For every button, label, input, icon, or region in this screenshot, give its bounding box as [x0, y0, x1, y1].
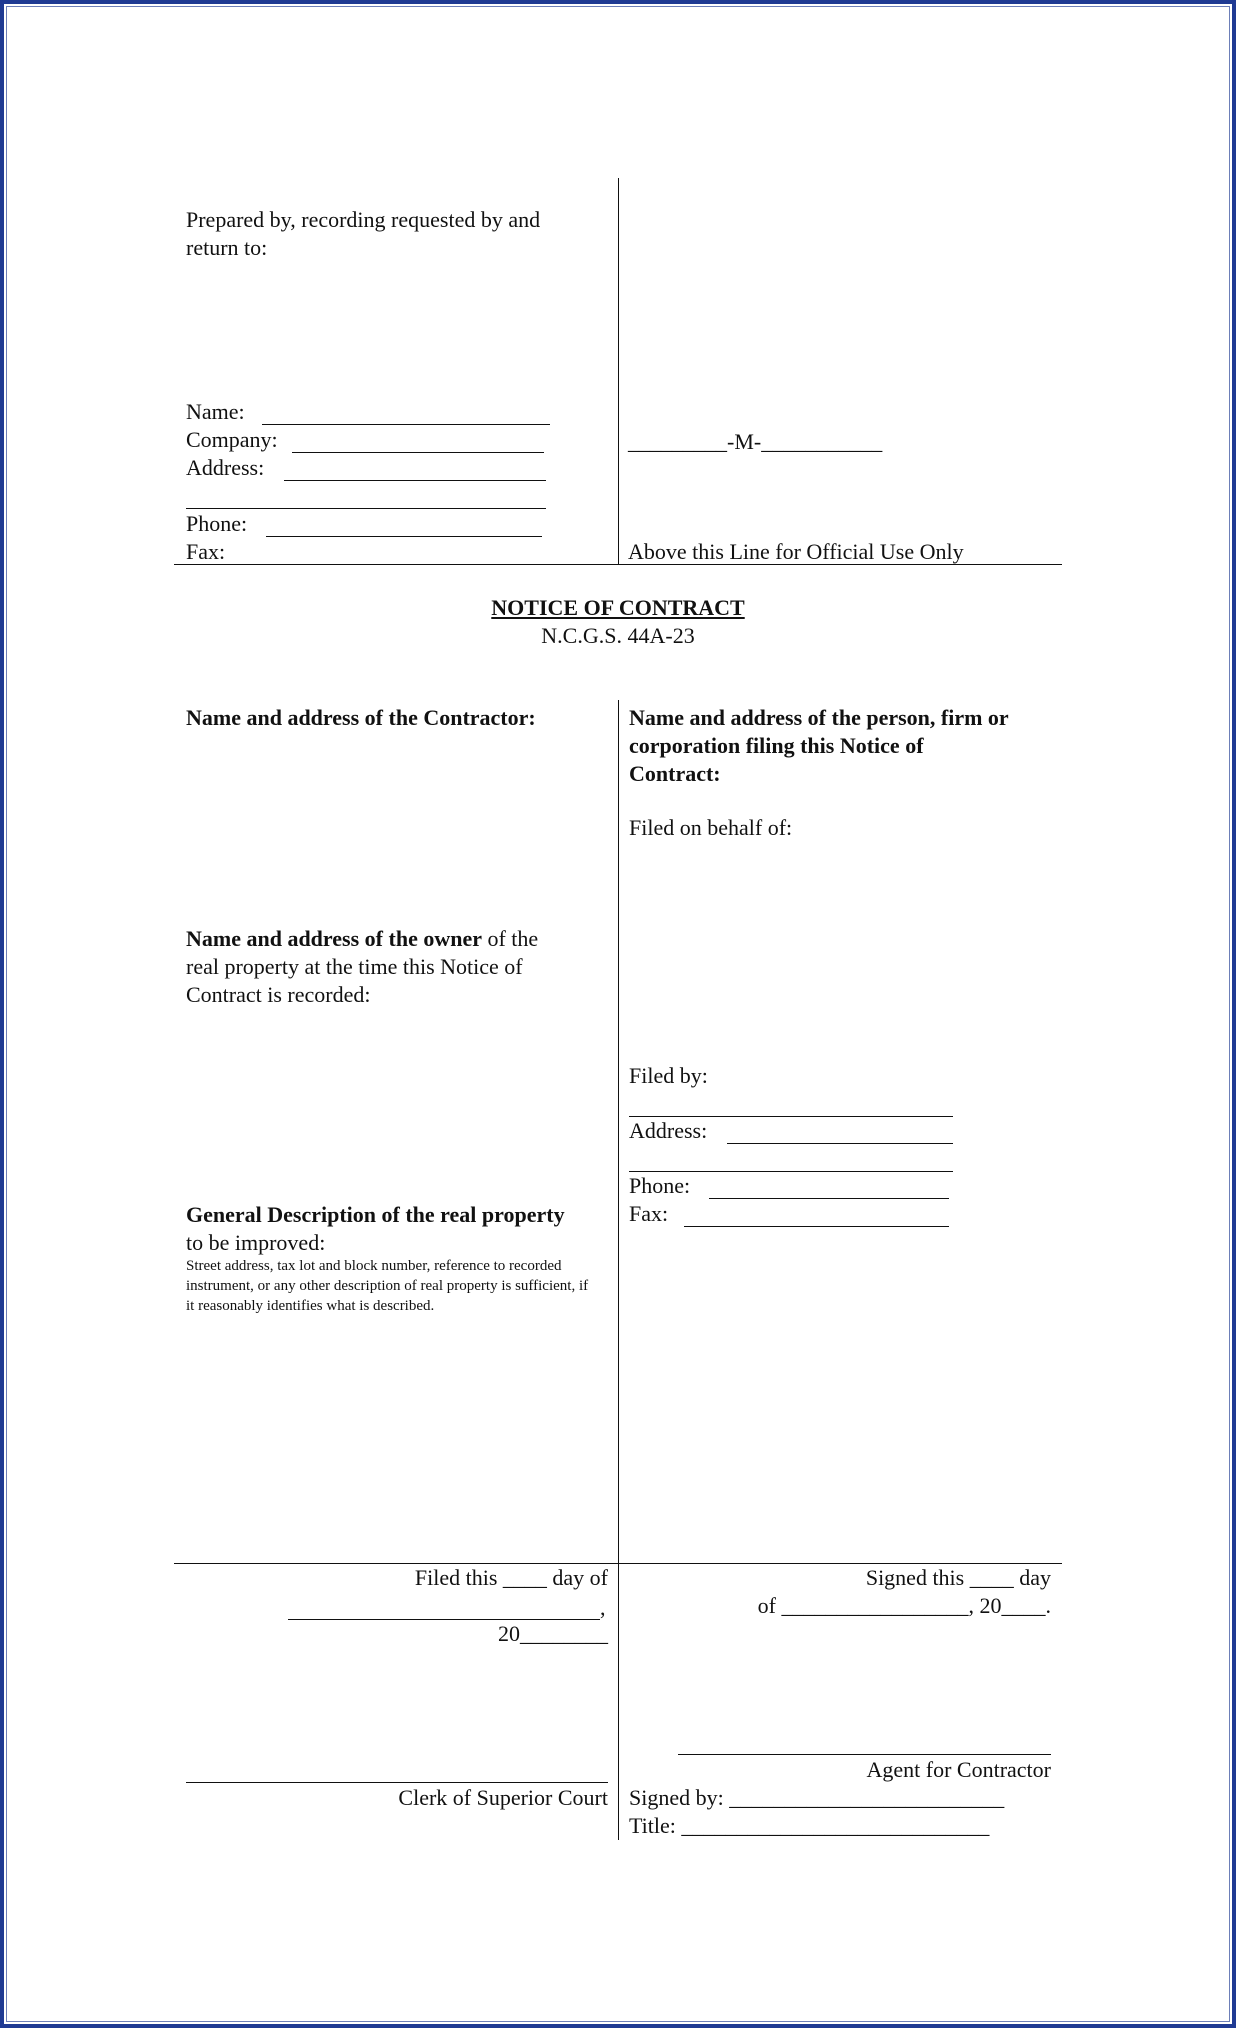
filer-heading-line2: corporation filing this Notice of — [629, 733, 924, 758]
name-label: Name: — [186, 399, 245, 424]
prepared-by-line1: Prepared by, recording requested by and — [186, 207, 541, 232]
owner-heading-line1 — [186, 925, 538, 953]
owner-heading-line2: real property at the time this Notice of — [186, 954, 523, 979]
filed-year-text: 20________ — [498, 1621, 608, 1646]
agent-signature-line[interactable] — [678, 1754, 1051, 1755]
filed-this-text: Filed this ____ day of — [414, 1565, 608, 1590]
company-field[interactable] — [292, 452, 544, 453]
filer-fax-field[interactable] — [684, 1226, 949, 1227]
signed-this-text: Signed this ____ day — [865, 1565, 1051, 1590]
address-field-line2[interactable] — [186, 508, 546, 509]
signed-by-line[interactable]: Signed by: _________________________ — [629, 1785, 1005, 1810]
phone-field[interactable] — [266, 536, 542, 537]
owner-heading-bold: Name and address of the owner — [186, 926, 482, 951]
official-use-label: Above this Line for Official Use Only — [628, 539, 964, 564]
filed-on-behalf-label: Filed on behalf of: — [629, 815, 793, 840]
phone-label: Phone: — [186, 511, 248, 536]
company-label: Company: — [186, 427, 278, 452]
signed-of-text: of _________________, 20____. — [757, 1593, 1051, 1618]
contractor-heading: Name and address of the Contractor: — [186, 705, 536, 730]
owner-heading-rest: of the — [481, 926, 539, 951]
official-use-rule — [174, 564, 1062, 565]
filed-comma: , — [600, 1595, 606, 1620]
name-field[interactable] — [262, 424, 550, 425]
clerk-signature-line[interactable] — [186, 1782, 608, 1783]
filer-heading-line1: Name and address of the person, firm or — [629, 705, 1009, 730]
fax-label: Fax: — [186, 539, 226, 564]
filer-phone-field[interactable] — [709, 1198, 949, 1199]
statute-reference: N.C.G.S. 44A-23 — [541, 623, 695, 648]
filer-fax-label: Fax: — [629, 1201, 669, 1226]
filer-address-label: Address: — [629, 1118, 708, 1143]
description-heading: General Description of the real property — [186, 1202, 565, 1227]
top-column-divider — [618, 178, 619, 564]
body-column-divider — [618, 700, 619, 1840]
title-line[interactable]: Title: ____________________________ — [629, 1813, 990, 1838]
clerk-label: Clerk of Superior Court — [398, 1785, 608, 1810]
filer-phone-label: Phone: — [629, 1173, 691, 1198]
address-field[interactable] — [284, 480, 546, 481]
filer-heading-line3: Contract: — [629, 761, 721, 786]
recording-code: _________-M-___________ — [628, 429, 883, 454]
description-heading-line2: to be improved: — [186, 1230, 326, 1255]
filed-by-label: Filed by: — [629, 1063, 708, 1088]
address-label: Address: — [186, 455, 265, 480]
owner-heading-line3: Contract is recorded: — [186, 982, 371, 1007]
agent-label: Agent for Contractor — [866, 1757, 1051, 1782]
prepared-by-line2: return to: — [186, 235, 268, 260]
document-title: NOTICE OF CONTRACT — [491, 595, 745, 620]
filer-address-field[interactable] — [727, 1143, 953, 1144]
description-note: Street address, tax lot and block number, reference to recorded instrument, or any other description of real property is sufficient, if it reasonably identifies what is described. — [186, 1258, 589, 1314]
